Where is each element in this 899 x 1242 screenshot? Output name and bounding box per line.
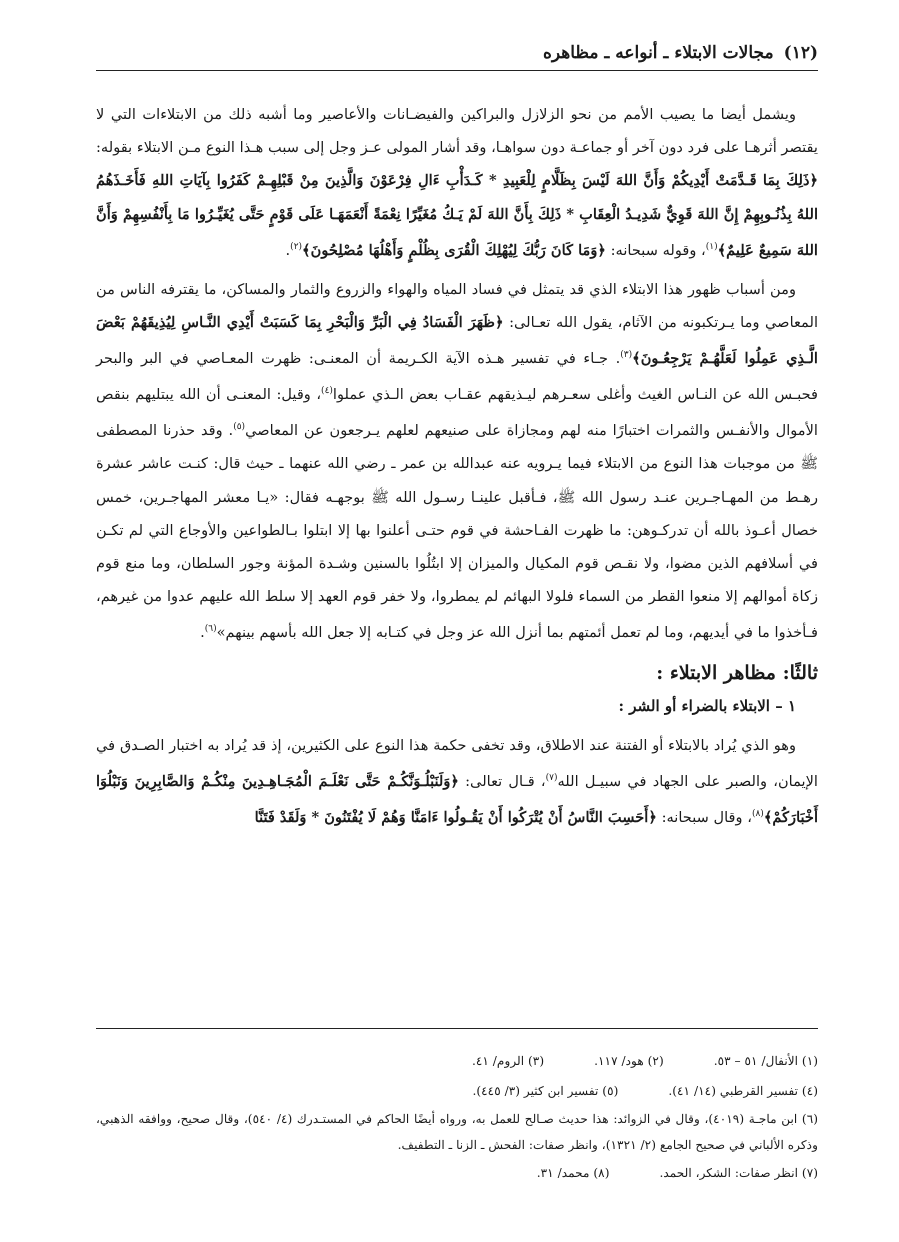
footnote-ref: (١) bbox=[705, 241, 718, 252]
footnote-ref: (٥) bbox=[233, 422, 246, 433]
footnote-4: (٤) تفسير القرطبي (١٤/ ٤١). bbox=[668, 1084, 818, 1098]
footnote-ref: (٦) bbox=[204, 624, 217, 635]
p2-c: ، وقيل: المعنـى أن الله يبتليهم بنقص الأموال والأنفـس والثمرات اختبارًا منه لهم ومجازاة على صنيعهم لعلهم يـرجعون عن المعاصي bbox=[96, 386, 818, 440]
footnote-6: (٦) ابن ماجـة (٤٠١٩)، وقال في الزوائد: هذا حديث صـالح للعمل به، ورواه أيضًا الحاكم في المستـدرك (٤/ ٥٤٠)، وقال صحيح، ووافقه الذهبي، وذكره الألباني في صحيح الجامع (٢/ ١٣٢١)، وانظر صفات: الفحش ـ الزنا ـ التطفيف. bbox=[96, 1112, 818, 1152]
footnote-ref: (٨) bbox=[751, 809, 764, 820]
quran-verse: ﴿ظَهَرَ الْفَسَادُ فِي الْبَرِّ وَالْبَحْرِ بِمَا كَسَبَتْ أَيْدِي النَّـاسِ لِيُذِيقَهُمْ بَعْضَ الَّـذِي عَمِلُوا لَعَلَّهُـمْ يَرْجِعُـونَ﴾ bbox=[96, 314, 818, 368]
footnote-8: (٨) محمد/ ٣١. bbox=[536, 1166, 610, 1180]
footnote-ref: (٢) bbox=[290, 241, 303, 252]
page-number: (١٢) bbox=[783, 43, 818, 63]
p1-text: ويشمل أيضا ما يصيب الأمم من نحو الزلازل والبراكين والفيضـانات والأعاصير وما أشبه ذلك من الابتلاءات التي لا يقتصر أثرهـا على فرد دون آخر أو جماعـة دون سواهـا، وقد أشار المولى عـز وجل إلى سبب هـذا النوع مـن الابتلاء بقوله: bbox=[96, 106, 818, 157]
footnotes bbox=[96, 1046, 818, 1188]
running-header bbox=[96, 36, 818, 71]
p3-text: وهو الذي يُراد بالابتلاء أو الفتنة عند الاطلاق، وقد تخفى حكمة هذا النوع على الكثيرين، إذ قد يُراد به اختبار الصـدق في الإيمان، والصبر على الجهاد في سبيـل الله bbox=[96, 736, 818, 790]
p1-mid: ، وقوله سبحانه: bbox=[610, 241, 706, 259]
main-text bbox=[96, 98, 818, 840]
footnote-ref: (٣) bbox=[620, 350, 633, 361]
quran-verse: ﴿وَمَا كَانَ رَبُّكَ لِيُهْلِكَ الْقُرَى بِظُلْمٍ وَأَهْلُهَا مُصْلِحُونَ﴾ bbox=[302, 241, 606, 259]
footnote-1: (١) الأنفال/ ٥١ – ٥٣. bbox=[713, 1054, 818, 1068]
p2-d: . وقد حذرنا المصطفى ﷺ من موجبات هذا النوع من الابتلاء فيما يـرويه عنه عبدالله بن عمر ـ رضي الله عنهما ـ حيث قال: كنـت عاشر عشرة رهـط من المهـاجـرين عنـد رسول الله ﷺ، فـأقبل علينـا رسـول الله ﷺ بوجهـه فقال: «يـا معشر المهاجـرين، خمس خصال أعـوذ بالله أن تدركـوهن: ما ظهرت الفـاحشة في قوم حتـى أعلنوا بها إلا ابتلوا بـالطواعين والأوجاع التي لم تكـن في أسلافهم الذين مضوا، ولا نقـص قوم المكيال والميزان إلا ابتُلُوا بالسنين وشـدة المؤنة وجور السلطان، وما منع قوم زكاة أموالهم إلا منعوا القطر من السماء فلولا البهائم لم يمطروا، ولا خفر قوم العهد إلا سلط الله عليهم عدوا من غيرهم، فـأخذوا ما في أيديهم، وما لم تعمل أئمتهم بما أنزل الله عز وجل في كتـابه إلا جعل الله بأسهم بينهم» bbox=[96, 422, 818, 642]
footnote-row bbox=[96, 1158, 818, 1188]
book-page bbox=[96, 36, 818, 1216]
subsection-heading: ١ – الابتلاء بالضراء أو الشر : bbox=[618, 696, 796, 715]
paragraph-3 bbox=[96, 729, 818, 834]
p1-end: . bbox=[285, 241, 291, 259]
section-heading: ثالثًا: مظاهر الابتلاء : bbox=[656, 661, 818, 684]
footnote-2: (٢) هود/ ١١٧. bbox=[594, 1054, 664, 1068]
footnote-5: (٥) تفسير ابن كثير (٣/ ٤٤٥). bbox=[472, 1084, 619, 1098]
footnote-7: (٧) انظر صفات: الشكر، الحمد. bbox=[659, 1166, 818, 1180]
footnote-row bbox=[96, 1076, 818, 1106]
footnote-separator bbox=[96, 1028, 818, 1029]
p2-end: . bbox=[200, 624, 205, 642]
footnote-ref: (٧) bbox=[545, 772, 558, 783]
p2-text: ومن أسباب ظهور هذا الابتلاء الذي قد يتمثل في فساد المياه والهواء والزروع والثمار والمساكن، ما يقترفه الناس من المعاصي وما يـرتكبونه من الآثام، يقول الله تعـالى: bbox=[96, 280, 818, 332]
footnote-row bbox=[96, 1046, 818, 1076]
p3-c: ، وقال سبحانه: bbox=[661, 808, 752, 826]
running-title: مجالات الابتلاء ـ أنواعه ـ مظاهره bbox=[543, 43, 774, 63]
quran-verse: ﴿وَلَنَبْلُـوَنَّكُـمْ حَتَّى نَعْلَـمَ الْمُجَـاهِـدِينَ مِنْكُـمْ وَالصَّابِرِينَ وَنَبْلُوَا أَخْبَارَكُمْ﴾ bbox=[96, 772, 818, 826]
paragraph-2 bbox=[96, 273, 818, 650]
paragraph-1 bbox=[96, 98, 818, 267]
quran-verse: ﴿أَحَسِبَ النَّاسُ أَنْ يُتْرَكُوا أَنْ يَقُـولُوا ءَامَنَّا وَهُمْ لَا يُفْتَنُونَ * وَلَقَدْ فَتَنَّا bbox=[254, 808, 657, 826]
p2-b: . جـاء في تفسير هـذه الآية الكـريمة أن المعنـى: ظهرت المعـاصي في البر والبحر فحبـس الله عن النـاس الغيث وأغلى سعـرهم ليـذيقهم عقـاب بعض الـذي عملوا bbox=[96, 350, 818, 404]
footnote-3: (٣) الروم/ ٤١. bbox=[471, 1054, 545, 1068]
footnote-ref: (٤) bbox=[321, 386, 333, 397]
quran-verse: ﴿ذَلِكَ بِمَا قَـدَّمَتْ أَيْدِيكُمْ وَأَنَّ اللهَ لَيْسَ بِظَلَّامٍ لِلْعَبِيدِ * كَـدَأْبِ ءَالِ فِرْعَوْنَ وَالَّذِينَ مِنْ قَبْلِهِـمْ كَفَرُوا بِآيَاتِ اللهِ فَأَخَـذَهُمُ اللهُ بِذُنُـوبِهِمْ إِنَّ اللهَ قَوِيٌّ شَدِيـدُ الْعِقَابِ * ذَلِكَ بِأَنَّ اللهَ لَمْ يَـكُ مُغَيِّرًا نِعْمَةً أَنْعَمَهَـا عَلَى قَوْمٍ حَتَّى يُغَيِّـرُوا مَا بِأَنْفُسِهِمْ وَأَنَّ اللهَ سَمِيعٌ عَلِيمٌ﴾ bbox=[96, 172, 818, 259]
p3-b: ، قـال تعالى: bbox=[465, 772, 546, 790]
